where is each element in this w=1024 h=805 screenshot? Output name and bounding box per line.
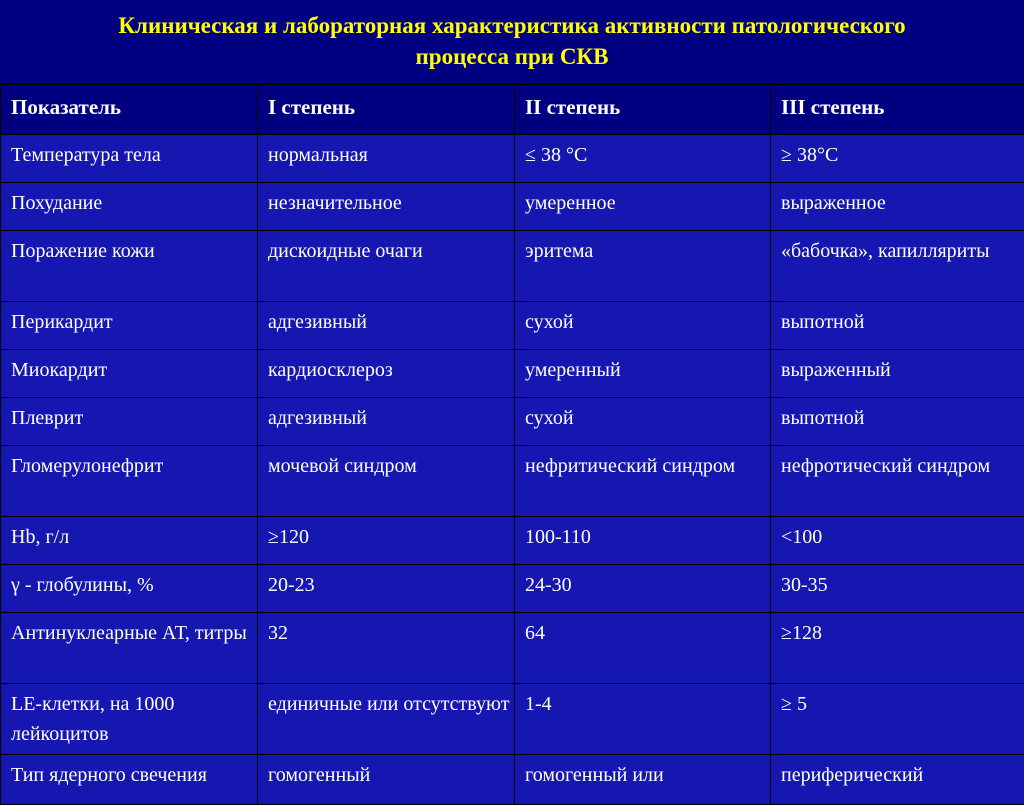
table-cell: единичные или отсутствуют: [258, 684, 515, 755]
slide-title: [0, 10, 1024, 72]
table-row: [1, 398, 1024, 446]
slide-title-line-2: процесса при СКВ: [0, 41, 1024, 72]
table-cell: Гломерулонефрит: [1, 446, 258, 517]
table-cell: Миокардит: [1, 350, 258, 398]
table-cell: нормальная: [258, 135, 515, 183]
table-cell: дискоидные очаги: [258, 231, 515, 302]
table-cell: адгезивный: [258, 302, 515, 350]
table-row: [1, 302, 1024, 350]
column-header-degree-1: I степень: [258, 85, 515, 135]
column-header-degree-3: III степень: [771, 85, 1024, 135]
table-row: [1, 684, 1024, 755]
table-cell: гомогенный или: [515, 755, 771, 805]
table-cell: 32: [258, 613, 515, 684]
table-cell: Плеврит: [1, 398, 258, 446]
table-cell: «бабочка», капилляриты: [771, 231, 1024, 302]
table-cell: Антинуклеарные АТ, титры: [1, 613, 258, 684]
table-row: [1, 755, 1024, 805]
table-cell: 100-110: [515, 517, 771, 565]
table-cell: эритема: [515, 231, 771, 302]
table-cell: Hb, г/л: [1, 517, 258, 565]
table-cell: ≤ 38 °C: [515, 135, 771, 183]
table-row: [1, 613, 1024, 684]
table-row: [1, 183, 1024, 231]
table-cell: кардиосклероз: [258, 350, 515, 398]
column-header-degree-2: II степень: [515, 85, 771, 135]
table-cell: Похудание: [1, 183, 258, 231]
table-row: [1, 446, 1024, 517]
table-cell: 1-4: [515, 684, 771, 755]
table-cell: сухой: [515, 398, 771, 446]
table-cell: умеренный: [515, 350, 771, 398]
column-header-indicator: Показатель: [1, 85, 258, 135]
table-cell: 64: [515, 613, 771, 684]
table-cell: незначительное: [258, 183, 515, 231]
table-cell: ≥ 5: [771, 684, 1024, 755]
table-cell: гомогенный: [258, 755, 515, 805]
table-cell: сухой: [515, 302, 771, 350]
table-row: [1, 517, 1024, 565]
table-cell: ≥120: [258, 517, 515, 565]
table-row: [1, 231, 1024, 302]
activity-table: [0, 84, 1024, 805]
table-cell: Поражение кожи: [1, 231, 258, 302]
table-cell: 20-23: [258, 565, 515, 613]
table-cell: γ - глобулины, %: [1, 565, 258, 613]
table-row: [1, 565, 1024, 613]
table-row: [1, 350, 1024, 398]
table-cell: периферический: [771, 755, 1024, 805]
table-cell: выпотной: [771, 398, 1024, 446]
table-cell: ≥128: [771, 613, 1024, 684]
table-cell: Тип ядерного свечения: [1, 755, 258, 805]
table-cell: нефритический синдром: [515, 446, 771, 517]
table-cell: LE-клетки, на 1000 лейкоцитов: [1, 684, 258, 755]
table-cell: 24-30: [515, 565, 771, 613]
table-cell: выраженное: [771, 183, 1024, 231]
table-header-row: [1, 85, 1024, 135]
table-cell: нефротический синдром: [771, 446, 1024, 517]
table-cell: выпотной: [771, 302, 1024, 350]
table-cell: адгезивный: [258, 398, 515, 446]
table-cell: выраженный: [771, 350, 1024, 398]
table-cell: <100: [771, 517, 1024, 565]
table-cell: мочевой синдром: [258, 446, 515, 517]
table-row: [1, 135, 1024, 183]
table-cell: Температура тела: [1, 135, 258, 183]
table-cell: 30-35: [771, 565, 1024, 613]
table-cell: ≥ 38°C: [771, 135, 1024, 183]
slide-title-line-1: Клиническая и лабораторная характеристика активности патологического: [0, 10, 1024, 41]
table-cell: умеренное: [515, 183, 771, 231]
table-cell: Перикардит: [1, 302, 258, 350]
